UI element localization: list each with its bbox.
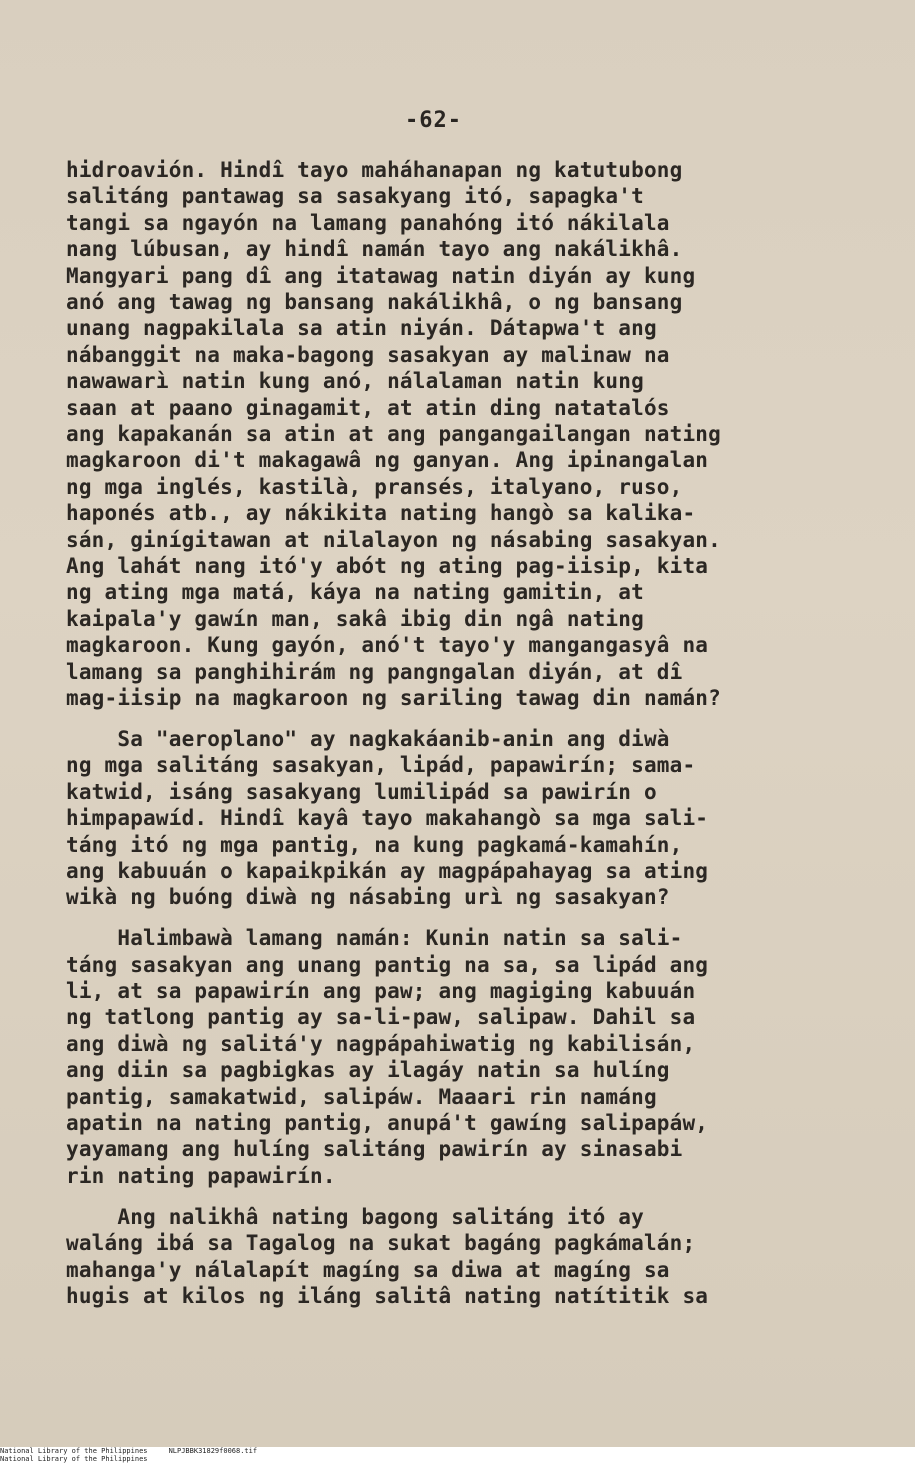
text-line: himpapawíd. Hindî kayâ tayo makahangò sa mga sali-	[66, 806, 709, 830]
text-line: hugis at kilos ng iláng salitâ nating natítitik sa	[66, 1284, 709, 1308]
footer-library-line: National Library of the Philippines	[0, 1455, 148, 1463]
text-line: kaipala'y gawín man, sakâ ibig din ngâ nating	[66, 607, 644, 631]
text-line: sán, ginígitawan at nilalayon ng násabing sasakyan.	[66, 528, 721, 552]
text-line: tangi sa ngayón na lamang panahóng itó nákilala	[66, 211, 670, 235]
scan-footer	[0, 1447, 915, 1463]
text-line: haponés atb., ay nákikita nating hangò sa kalika-	[66, 501, 696, 525]
page-number: -62-	[405, 108, 462, 133]
text-line: Ang nalikhâ nating bagong salitáng itó ay	[66, 1205, 644, 1229]
text-line: pantig, samakatwid, salipáw. Maaari rin namáng	[66, 1085, 657, 1109]
text-line: ng mga salitáng sasakyan, lipád, papawirín; sama-	[66, 753, 696, 777]
text-line: lamang sa panghihirám ng pangngalan diyán, at dî	[66, 660, 683, 684]
text-line: Sa "aeroplano" ay nagkakáanib-anin ang diwà	[66, 727, 670, 751]
text-line: saan at paano ginagamit, at atin ding natatalós	[66, 396, 670, 420]
text-line: ng ating mga matá, káya na nating gamitin, at	[66, 580, 644, 604]
text-line: ang kapakanán sa atin at ang pangangailangan nating	[66, 422, 721, 446]
text-line: waláng ibá sa Tagalog na sukat bagáng pagkámalán;	[66, 1231, 696, 1255]
text-line: unang nagpakilala sa atin niyán. Dátapwa't ang	[66, 316, 657, 340]
text-line: anó ang tawag ng bansang nakálikhâ, o ng bansang	[66, 290, 683, 314]
text-line: ang kabuuán o kapaikpikán ay magpápahayag sa ating	[66, 859, 709, 883]
text-line: Mangyari pang dî ang itatawag natin diyán ay kung	[66, 264, 696, 288]
footer-source-line: National Library of the Philippines NLPJBBK31829f0068.tif	[0, 1447, 258, 1455]
text-line: wikà ng buóng diwà ng násabing urì ng sasakyan?	[66, 885, 670, 909]
text-line: magkaroon. Kung gayón, anó't tayo'y mangangasyâ na	[66, 633, 709, 657]
text-line: nábanggit na maka-bagong sasakyan ay malinaw na	[66, 343, 670, 367]
text-line: mag-iisip na magkaroon ng sariling tawag din namán?	[66, 686, 721, 710]
text-line: ng mga inglés, kastilà, pransés, italyano, ruso,	[66, 475, 683, 499]
text-line: Halimbawà lamang namán: Kunin natin sa sali-	[66, 926, 683, 950]
text-line: salitáng pantawag sa sasakyang itó, sapagka't	[66, 184, 644, 208]
text-line: nang lúbusan, ay hindî namán tayo ang nakálikhâ.	[66, 237, 683, 261]
text-line: magkaroon di't makagawâ ng ganyan. Ang ipinangalan	[66, 448, 709, 472]
text-line: yayamang ang hulíng salitáng pawirín ay sinasabi	[66, 1137, 683, 1161]
text-line: hidroavión. Hindî tayo maháhanapan ng katutubong	[66, 158, 683, 182]
text-line: nawawarì natin kung anó, nálalaman natin kung	[66, 369, 644, 393]
text-line: rin nating papawirín.	[66, 1164, 336, 1188]
text-line: apatin na nating pantig, anupá't gawíng salipapáw,	[66, 1111, 709, 1135]
text-line: katwid, isáng sasakyang lumilipád sa pawirín o	[66, 780, 657, 804]
text-line: mahanga'y nálalapít magíng sa diwa at magíng sa	[66, 1258, 670, 1282]
text-line: táng itó ng mga pantig, na kung pagkamá-kamahín,	[66, 833, 683, 857]
text-line: Ang lahát nang itó'y abót ng ating pag-iisip, kita	[66, 554, 709, 578]
text-line: li, at sa papawirín ang paw; ang magiging kabuuán	[66, 979, 696, 1003]
text-line: ang diin sa pagbigkas ay ilagáy natin sa hulíng	[66, 1058, 670, 1082]
text-line: táng sasakyan ang unang pantig na sa, sa lipád ang	[66, 953, 709, 977]
text-line: ang diwà ng salitá'y nagpápahiwatig ng kabilisán,	[66, 1032, 696, 1056]
text-line: ng tatlong pantig ay sa-li-paw, salipaw. Dahil sa	[66, 1005, 696, 1029]
